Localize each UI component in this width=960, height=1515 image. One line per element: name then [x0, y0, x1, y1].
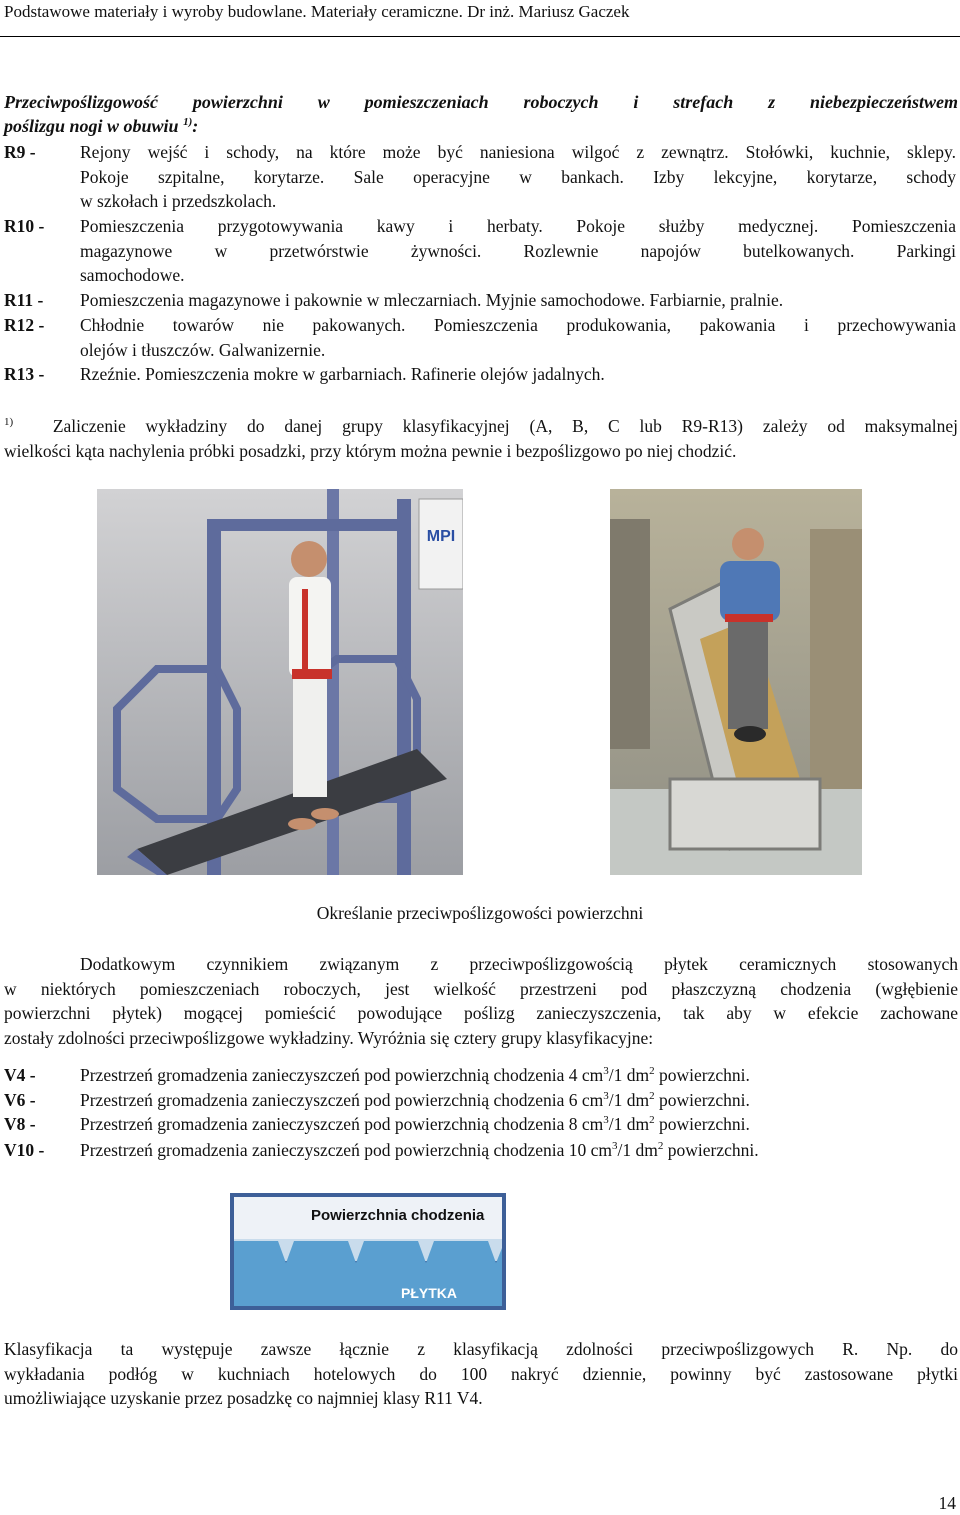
class-code-r9: R9 - [4, 142, 36, 162]
class-desc-v6: Przestrzeń gromadzenia zanieczyszczeń pod powierzchnią chodzenia 6 $cm^3/1$ $dm^2$ powierzchni. [80, 1090, 750, 1110]
class-desc-line: Rzeźnie. Pomieszczenia mokre w garbarniach. Rafinerie olejów jadalnych. [80, 364, 605, 384]
class-desc-line: w szkołach i przedszkolach. [80, 191, 277, 211]
paragraph-line: w niektórych pomieszczeniach roboczych, jest wielkość przestrzeni pod płaszczyzną chodzenia (wgłębienie [4, 978, 958, 999]
running-header: Podstawowe materiały i wyroby budowlane. Materiały ceramiczne. Dr inż. Mariusz Gaczek [4, 2, 630, 21]
class-desc-line: magazynowe w przetwórstwie żywności. Rozlewnie napojów butelkowanych. Parkingi [80, 240, 956, 261]
class-desc-v8: Przestrzeń gromadzenia zanieczyszczeń pod powierzchnią chodzenia 8 $cm^3/1$ $dm^2$ powierzchni. [80, 1114, 750, 1134]
header-rule [0, 36, 960, 37]
section-title-line1: Przeciwpoślizgowość powierzchni w pomieszczeniach roboczych i strefach z niebezpieczeństwem [4, 92, 958, 112]
class-desc-r13 [80, 362, 956, 387]
class-desc-r12 [80, 313, 956, 362]
class-desc-line: olejów i tłuszczów. Galwanizernie. [80, 339, 326, 360]
class-desc-line: Pomieszczenia magazynowe i pakownie w mleczarniach. Myjnie samochodowe. Farbiarnie, pralnie. [80, 290, 784, 310]
class-desc-line: Chłodnie towarów nie pakowanych. Pomieszczenia produkowania, pakowania i przechowywania [80, 315, 956, 335]
walking-surface-label: Powierzchnia chodzenia [311, 1207, 485, 1224]
footnote-line2: wielkości kąta nachylenia próbki posadzki, przy którym można pewnie i bezpoślizgowo po niej chodzić. [4, 440, 737, 461]
closing-line: umożliwiające uzyskanie przez posadzkę co najmniej klasy R11 V4. [4, 1388, 483, 1408]
footnote-line1: Zaliczenie wykładziny do danej grupy klasyfikacyjnej (A, B, C lub R9-R13) zależy od maksymalnej [52, 416, 958, 436]
class-code-r10: R10 - [4, 216, 45, 236]
section-title-line2: poślizgu nogi w obuwiu [4, 116, 179, 136]
footnote [4, 414, 958, 463]
class-code-v6: V6 - [4, 1090, 36, 1110]
footnote-marker: 1) [4, 416, 14, 429]
class-code-v8: V8 - [4, 1114, 36, 1134]
class-code-r11: R11 - [4, 290, 44, 310]
logo-mpi-text: MPI [426, 528, 456, 545]
photo-ramp-test-left [97, 489, 463, 875]
class-desc-line: Pokoje szpitalne, korytarze. Sale operacyjne w bankach. Izby lekcyjne, korytarze, schody [80, 166, 956, 187]
section-title-footnote-ref: 1) [183, 116, 193, 128]
class-code-r13: R13 - [4, 364, 45, 384]
figure-caption: Określanie przeciwpoślizgowości powierzchni [316, 903, 644, 923]
photo-ramp-test-right [610, 489, 862, 875]
page-number: 14 [938, 1493, 956, 1513]
closing-paragraph [4, 1337, 958, 1411]
class-code-v10: V10 - [4, 1140, 45, 1160]
paragraph-line: Dodatkowym czynnikiem związanym z przeciwpoślizgowością płytek ceramicznych stosowanych [80, 954, 958, 974]
class-code-v4: V4 - [4, 1065, 36, 1085]
class-desc-line: samochodowe. [80, 265, 185, 285]
intro-paragraph [4, 952, 958, 1050]
class-code-r12: R12 - [4, 315, 45, 335]
class-desc-r11 [80, 288, 956, 313]
closing-line: Klasyfikacja ta występuje zawsze łącznie z klasyfikacją zdolności przeciwpoślizgowych R. Np. do [4, 1339, 958, 1359]
class-desc-line: Rejony wejść i schody, na które może być naniesiona wilgoć z zewnątrz. Stołówki, kuchnie, sklepy. [80, 142, 956, 162]
class-desc-v4: Przestrzeń gromadzenia zanieczyszczeń pod powierzchnią chodzenia 4 $cm^3/1$ $dm^2$ powierzchni. [80, 1065, 750, 1085]
closing-line: wykładania podłóg w kuchniach hotelowych do 100 nakryć dziennie, powinny być zastosowane płytki [4, 1363, 958, 1384]
section-title [4, 90, 958, 138]
tile-label: PŁYTKA [401, 1285, 457, 1301]
section-title-colon: : [192, 116, 199, 136]
paragraph-line: powierzchni płytek) mogącej pomieścić powodujące poślizg zanieczyszczenia, tak aby w efekcie zachowane [4, 1003, 958, 1023]
paragraph-line: zostały zdolności przeciwpoślizgowe wykładziny. Wyróżnia się cztery grupy klasyfikacyjne: [4, 1027, 654, 1048]
class-desc-v10: Przestrzeń gromadzenia zanieczyszczeń pod powierzchnią chodzenia 10 $cm^3/1$ $dm^2$ powierzchni. [80, 1140, 759, 1160]
class-desc-r10 [80, 214, 956, 288]
class-desc-line: Pomieszczenia przygotowywania kawy i herbaty. Pokoje służby medycznej. Pomieszczenia [80, 216, 956, 236]
class-desc-r9 [80, 140, 956, 214]
tile-profile-diagram [230, 1193, 506, 1310]
